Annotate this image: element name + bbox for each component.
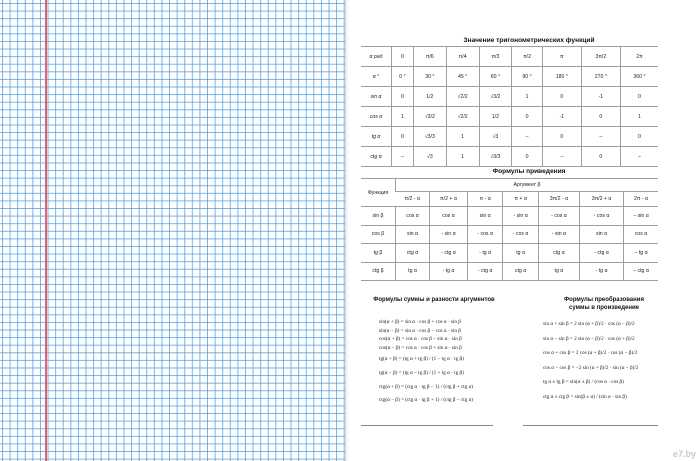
table-cell: √2/2 xyxy=(446,87,479,107)
table-cell: 1 xyxy=(446,127,479,147)
table-row xyxy=(361,244,658,263)
table-cell: π - α xyxy=(467,192,502,207)
trig-values-table xyxy=(361,46,658,167)
table-cell: - cos α xyxy=(467,225,502,244)
formula-line: cos α + cos β = 2 cos (α + β)/2 · cos (α − β)/2 xyxy=(543,350,638,357)
table-cell: - sin α xyxy=(430,225,468,244)
table-cell: – xyxy=(581,127,620,147)
table-row xyxy=(361,147,658,167)
table-cell: π + α xyxy=(503,192,538,207)
table-cell: 360 ° xyxy=(620,67,658,87)
table-cell: -1 xyxy=(581,87,620,107)
table-cell: 60 ° xyxy=(479,67,512,87)
table-cell: 0 ° xyxy=(392,67,414,87)
trig-header-row xyxy=(361,47,658,67)
formula-line: sin α + sin β = 2 sin (α + β)/2 · cos (α − β)/2 xyxy=(543,321,635,327)
table-cell: 1 xyxy=(620,107,658,127)
table-cell: sin α xyxy=(580,225,624,244)
table-header-argument: Аргумент β xyxy=(396,179,659,192)
table-cell: 3π/2 + α xyxy=(580,192,624,207)
reduction-args-row xyxy=(361,192,658,207)
table-cell: α рад xyxy=(361,47,392,67)
product-formulas-title-1: Формулы преобразования xyxy=(564,297,644,303)
table-cell: 0 xyxy=(392,47,414,67)
table-cell: π/2 xyxy=(512,47,543,67)
table-cell: - ctg α xyxy=(467,262,502,281)
table-cell: – ctg α xyxy=(624,262,658,281)
table-cell: – xyxy=(542,147,581,167)
table-cell: - tg α xyxy=(467,244,502,263)
formula-line: sin(α − β) = sin α · cos β − cos α · sin β xyxy=(379,327,461,334)
table-cell: ctg α xyxy=(538,244,579,263)
reference-page xyxy=(349,0,700,461)
table-cell: 0 xyxy=(542,127,581,147)
table-row xyxy=(361,225,658,244)
table-cell: – xyxy=(392,147,414,167)
table-cell: 2π - α xyxy=(624,192,658,207)
table-cell: √3 xyxy=(479,127,512,147)
table-cell: 0 xyxy=(581,107,620,127)
table-cell: 0 xyxy=(512,107,543,127)
table-cell: π/3 xyxy=(479,47,512,67)
table-cell: 2π xyxy=(620,47,658,67)
table-cell: – sin α xyxy=(624,207,658,226)
table-cell: ctg α xyxy=(396,244,430,263)
formula-line: sin α − sin β = 2 sin (α − β)/2 · cos (α + β)/2 xyxy=(543,335,635,342)
table-cell: tg β xyxy=(361,244,396,263)
table-cell: 0 xyxy=(392,87,414,107)
table-cell: 1 xyxy=(446,147,479,167)
table-cell: – tg α xyxy=(624,244,658,263)
table-cell: 0 xyxy=(620,127,658,147)
sum-formulas-title: Формулы суммы и разности аргументов xyxy=(373,297,495,303)
table-cell: sin α xyxy=(396,225,430,244)
table-cell: - tg α xyxy=(430,262,468,281)
table-cell: tg α xyxy=(538,262,579,281)
formula-line: cos(α − β) = cos α · cos β + sin α · sin β xyxy=(379,344,462,351)
formula-line: ctg(α − β) = (ctg α · tg β + 1) / (ctg β − ctg α) xyxy=(379,397,474,404)
table-cell: cos α xyxy=(396,207,430,226)
table-cell: cos α xyxy=(430,207,468,226)
grid-paper-page xyxy=(0,0,346,461)
table-cell: √3/3 xyxy=(479,147,512,167)
table-cell: - sin α xyxy=(538,225,579,244)
table-cell: - cos α xyxy=(538,207,579,226)
table-cell: 1/2 xyxy=(479,107,512,127)
table-cell: sin α xyxy=(361,87,392,107)
table-cell: - cos α xyxy=(580,207,624,226)
table-cell: - ctg α xyxy=(430,244,468,263)
table-header-function: Функция xyxy=(361,179,396,207)
divider-line xyxy=(361,425,493,426)
formula-line: sin(α + β) = sin α · cos β + cos α · sin β xyxy=(379,319,461,325)
table-cell: tg α xyxy=(396,262,430,281)
sum-formulas-block xyxy=(379,318,473,405)
table-cell: √3/3 xyxy=(413,127,446,147)
table-cell: cos α xyxy=(361,107,392,127)
table-cell: α ° xyxy=(361,67,392,87)
formula-line: cos α − cos β = −2 sin (α + β)/2 · sin (α − β)/2 xyxy=(543,364,639,371)
table-cell: 0 xyxy=(512,147,543,167)
trig-values-title: Значение тригонометрических функций xyxy=(463,37,595,44)
table-cell: π xyxy=(542,47,581,67)
formula-line: ctg α ± ctg β = sin(β ± α) / (sin α · sin β) xyxy=(543,393,627,400)
table-cell: tg α xyxy=(503,244,538,263)
table-cell: 0 xyxy=(542,87,581,107)
table-cell: 0 xyxy=(581,147,620,167)
table-cell: 0 xyxy=(392,127,414,147)
formula-line: cos(α + β) = cos α · cos β − sin α · sin β xyxy=(379,336,462,343)
table-cell: cos α xyxy=(624,225,658,244)
formula-line: ctg(α + β) = (ctg α · tg β − 1) / (ctg β + ctg α) xyxy=(379,383,474,390)
table-cell: √3 xyxy=(413,147,446,167)
table-cell: 3π/2 xyxy=(581,47,620,67)
table-cell: 3π/2 - α xyxy=(538,192,579,207)
table-cell: sin β xyxy=(361,207,396,226)
divider-line xyxy=(523,425,658,426)
table-cell: 30 ° xyxy=(413,67,446,87)
reduction-title: Формулы приведения xyxy=(492,168,566,175)
table-cell: π/6 xyxy=(413,47,446,67)
reduction-table xyxy=(361,178,658,281)
table-row xyxy=(361,207,658,226)
table-row xyxy=(361,87,658,107)
formula-line: tg(α − β) = (tg α − tg β) / (1 + tg α · tg β) xyxy=(379,369,464,376)
product-formulas-title-2: суммы в произведение xyxy=(569,305,639,311)
table-cell: 180 ° xyxy=(542,67,581,87)
table-cell: 45 ° xyxy=(446,67,479,87)
table-cell: - ctg α xyxy=(580,244,624,263)
margin-line xyxy=(45,0,47,461)
table-cell: cos β xyxy=(361,225,396,244)
table-cell: 90 ° xyxy=(512,67,543,87)
table-cell: - cos α xyxy=(503,225,538,244)
table-cell: π/4 xyxy=(446,47,479,67)
watermark: e7.by xyxy=(672,449,696,459)
reduction-header-row xyxy=(361,179,658,192)
table-cell: π/2 - α xyxy=(396,192,430,207)
table-cell: ctg β xyxy=(361,262,396,281)
table-cell: ctg α xyxy=(361,147,392,167)
table-cell: – xyxy=(512,127,543,147)
table-row xyxy=(361,107,658,127)
table-row xyxy=(361,67,658,87)
table-cell: sin α xyxy=(467,207,502,226)
formula-line: tg α ± tg β = sin(α ± β) / (cos α · cos β) xyxy=(543,379,624,386)
table-cell: 1 xyxy=(392,107,414,127)
table-cell: 1/2 xyxy=(413,87,446,107)
table-cell: √3/2 xyxy=(413,107,446,127)
table-cell: - tg α xyxy=(580,262,624,281)
table-cell: -1 xyxy=(542,107,581,127)
table-cell: 1 xyxy=(512,87,543,107)
table-cell: √2/2 xyxy=(446,107,479,127)
table-cell: tg α xyxy=(361,127,392,147)
formula-line: tg(α + β) = (tg α + tg β) / (1 − tg α · tg β) xyxy=(379,356,464,363)
table-cell: – xyxy=(620,147,658,167)
table-cell: ctg α xyxy=(503,262,538,281)
table-cell: 0 xyxy=(620,87,658,107)
table-cell: π/2 + α xyxy=(430,192,468,207)
table-row xyxy=(361,262,658,281)
table-cell: 270 ° xyxy=(581,67,620,87)
table-cell: √3/2 xyxy=(479,87,512,107)
table-row xyxy=(361,127,658,147)
product-formulas-block xyxy=(543,320,638,402)
table-cell: - sin α xyxy=(503,207,538,226)
